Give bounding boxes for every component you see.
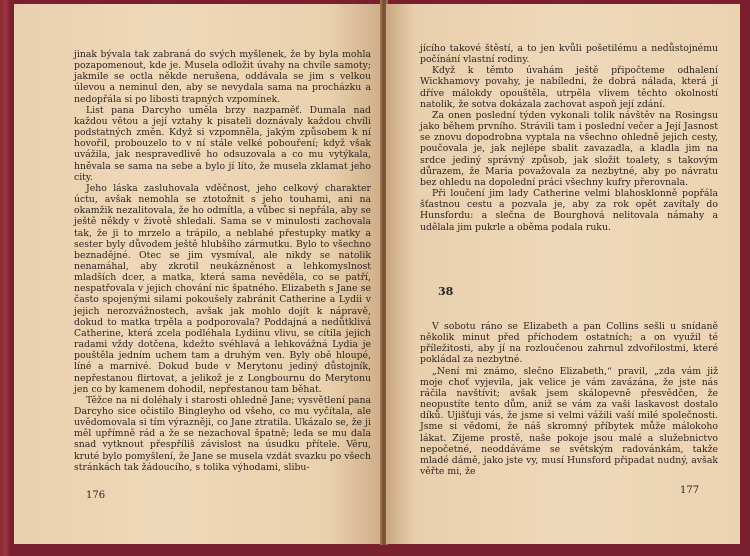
paragraph: jícího takové štěstí, a to jen kvůli pošetilému a nedůstojnému počínání vlastní rodiny. bbox=[420, 43, 718, 66]
right-page-text-top bbox=[420, 43, 718, 233]
page-number-left: 176 bbox=[86, 490, 106, 501]
paragraph: Při loučení jim lady Catherine velmi blahosklonně popřála šťastnou cestu a pozvala je, aby za rok opět zavítaly do Hunsfordu: a slečna de Bourghová nelitovala námahy a udělala jim pukrle a oběma podala ruku. bbox=[420, 188, 718, 233]
chapter-number: 38 bbox=[438, 285, 454, 298]
paragraph: „Není mi známo, slečno Elizabeth,“ pravil, „zda vám již moje choť vyjevila, jak velice je vám zavázána, že jste nás ráčila navštívit; avšak jsem skálopevně přesvědčen, že neopustíte tento dům, aniž se vám za vaši laskavost dostalo díků. Ujišťuji vás, že jsme si velmi vážili vaší milé společnosti. Jsme si vědomi, že náš skromný příbytek může málokoho lákat. Zijeme prostě, naše pokoje jsou malé a služebnictvo nepočetné, neoddáváme se světským radovánkám, takže mladé dámě, jako jste vy, musí Hunsford připadat nudný, avšak věřte mi, že bbox=[420, 365, 718, 478]
paragraph: Za onen poslední týden vykonali tolik návštěv na Rosingsu jako během prvního. Strávili tam i poslední večer a Její Jasnost se znovu dopodrobna vyptala na všechno ohledně jejich cesty, poučovala je, jak nejlépe sbalit zavazadla, a kladla jim na srdce jediný správný způsob, jak složit toalety, s takovým důrazem, že Maria považovala za nezbytné, aby po návratu bez ohledu na dopolední práci všechny kufry přerovnala. bbox=[420, 109, 718, 188]
paragraph: V sobotu ráno se Elizabeth a pan Collins sešli u snídaně několik minut před příchodem ostatních; a on využil té příležitosti, aby jí na rozloučenou zahrnul zdvořilostmi, které pokládal za nezbytné. bbox=[420, 321, 718, 366]
right-page bbox=[386, 4, 740, 544]
paragraph: Jeho láska zasluhovala vděčnost, jeho celkový charakter úctu, avšak nemohla se ztotožnit s jeho touhami, ani na okamžik nezalitovala, že ho odmítla, a vůbec si nepřála, aby se ještě někdy v životě shledali. Sama se v minulosti zachovala tak, že ji to mrzelo a trápilo, a neblahé přestupky matky a sester byly důvodem ještě hlubšího zármutku. Bylo to všechno beznadějné. Otec se jim vysmíval, ale nikdy se natolik nenamáhal, aby zkrotil neukázněnost a lehkomyslnost mladších dcer, a matka, která sama nevěděla, co se patří, nespatřovala v jejich chování nic špatného. Elizabeth s Jane se často spojenými silami pokoušely zabránit Catherine a Lydii v jejich nerozvážnostech, avšak jak mohlo dojít k nápravě, dokud to matka trpěla a podporovala? Poddajná a nedůtklivá Catherine, která zcela podléhala Lydiinu vlivu, se cítila jejich radami vždy dotčena, kdežto svéhlavá a lehkovážná Lydia je pouštěla jedním uchem tam a druhým ven. Byly obě hloupé, líné a marnivé. Dokud bude v Merytonu jediný důstojník, nepřestanou flirtovat, a jelikož je z Longbournu do Merytonu jen co by kamenem dohodil, nepřestanou tam běhat. bbox=[74, 182, 371, 395]
paragraph: Když k těmto úvahám ještě připočteme odhalení Wickhamovy povahy, je nabíledni, že dobrá nálada, která jí dříve málokdy opouštěla, utrpěla vlivem těchto okolností natolik, že sotva dokázala zachovat aspoň její zdání. bbox=[420, 65, 718, 110]
left-page-text bbox=[74, 49, 371, 473]
paragraph: jinak bývala tak zabraná do svých myšlenek, že by byla mohla pozapomenout, kde je. Musela odložit úvahy na chvíle samoty; jakmile se octla někde nerušena, oddávala se jim s velkou úlevou a neminul den, aby se nevydala sama na procházku a nedopřála si po libosti trapných vzpomínek. bbox=[74, 49, 371, 105]
paragraph: Těžce na ni doléhaly i starosti ohledně Jane; vysvětlení pana Darcyho sice očistilo Bingleyho od všeho, co mu vyčítala, ale uvědomovala si tím výrazněji, co Jane ztratila. Ukázalo se, že ji měl upřímně rád a že se nezachoval špatně; leda se mu dala snad vytknout přespříliš závislost na úsudku přítele. Věru, kruté bylo pomyšlení, že Jane se musela vzdát svazku po všech stránkách tak žádoucího, s tolika výhodami, slibu- bbox=[74, 394, 371, 473]
left-page bbox=[14, 4, 382, 544]
right-page-text-bottom bbox=[420, 321, 718, 477]
page-number-right: 177 bbox=[680, 485, 700, 496]
book-cover-edge bbox=[14, 545, 740, 556]
paragraph: List pana Darcyho uměla brzy nazpaměť. Dumala nad každou větou a její vztahy k pisateli doznávaly každou chvíli podstatných změn. Když si vzpomněla, jakým způsobem k ní hovořil, probouzelo to v ní stále velké pobouření; když však uvážila, jak nespravedlivě ho odsuzovala a co mu vytýkala, hněvala se sama na sebe a bylo jí líto, že musela zklamat jeho city. bbox=[74, 104, 371, 183]
